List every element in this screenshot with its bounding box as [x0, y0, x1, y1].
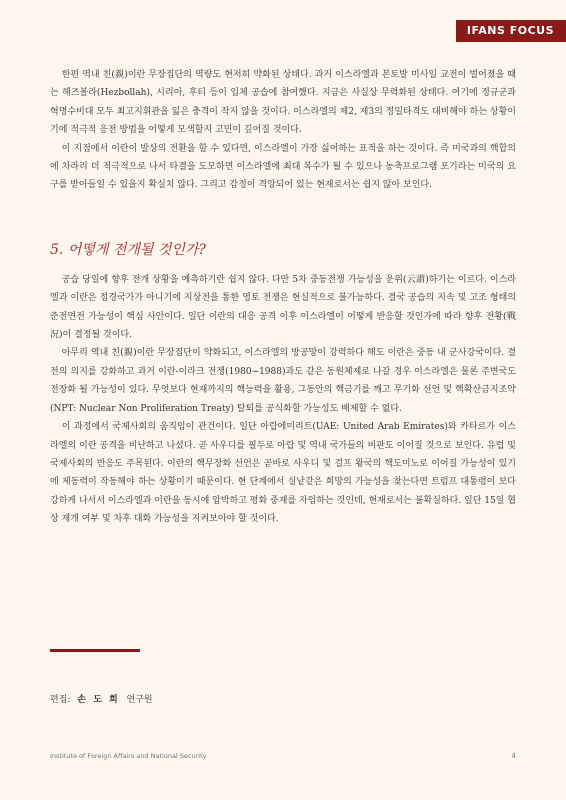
footer-institute: Institute of Foreign Affairs and National Security — [50, 752, 207, 760]
editor-name: 손 도 희 — [77, 695, 120, 705]
editor-credit — [50, 692, 153, 705]
divider-rule — [50, 649, 140, 652]
section-heading: 5. 어떻게 전개될 것인가? — [50, 241, 206, 258]
paragraph: 한편 역내 친(親)이란 무장집단의 역량도 현저히 약화된 상태다. 과거 이스라엘과 본토발 미사일 교전이 벌어졌을 때는 헤즈볼라(Hezbollah), 시리아, 후티 등이 입체 공습에 참여했다. 지금은 사실상 무력화된 상태다. 여기에 정규군과 혁명수비대 모두 최고지휘관을 잃은 충격이 작지 않을 것이다. 이스라엘의 제2, 제3의 정밀타격도 대비해야 하는 상황이기에 적극적 응전 방법을 어떻게 모색할지 고민이 깊어질 것이다. — [50, 70, 516, 136]
paragraph: 이 지점에서 이란이 발상의 전환을 할 수 있다면, 이스라엘이 가장 싫어하는 표적을 하는 것이다. 즉 미국과의 핵합의에 차라리 더 적극적으로 나서 타결을 도모하면 이스라엘에 최대 복수가 될 수 있으나 농축프로그램 포기라는 미국의 요구를 받아들일 수 있을지 확실치 않다. 그리고 감정이 격앙되어 있는 현재로서는 쉽지 않아 보인다. — [50, 143, 516, 191]
paragraph: 공습 당일에 향후 전개 상황을 예측하기란 쉽지 않다. 다만 5차 중동전쟁 가능성을 운위(云謂)하기는 이르다. 이스라엘과 이란은 접경국가가 아니기에 지상전을 통한 영토 전쟁은 현실적으로 불가능하다. 결국 공습의 지속 및 고조 형태의 준전면전 가능성이 핵심 사안이다. 일단 이란의 대응 공격 이후 이스라엘이 어떻게 반응할 것인가에 따라 향후 전황(戰況)이 결정될 것이다. — [50, 274, 516, 341]
editor-label: 편집: — [50, 695, 71, 705]
article-body — [50, 66, 516, 529]
page-number: 4 — [511, 752, 516, 760]
editor-role: 연구원 — [126, 695, 153, 705]
paragraph: 아무리 역내 친(親)이란 무장집단이 약화되고, 이스라엘의 방공망이 강력하다 해도 이란은 중동 내 군사강국이다. 결전의 의지를 강화하고 과거 이란-이라크 전쟁(1980~1988)과도 같은 동원체제로 나갈 경우 이스라엘은 물론 주변국도 전장화 될 가능성이 있다. 무엇보다 현재까지의 핵능력을 활용, 그동안의 핵금기를 깨고 무기화 선언 및 핵확산금지조약(NPT: Nuclear Non Proliferation Treaty) 탈퇴를 공식화할 가능성도 배제할 수 없다. — [50, 348, 516, 414]
paragraph: 이 과정에서 국제사회의 움직임이 관건이다. 일단 아랍에미리트(UAE: United Arab Emirates)와 카타르가 이스라엘의 이란 공격을 비난하고 나섰다. 곧 사우디를 필두로 아랍 및 역내 국가들의 비판도 이어질 것으로 보인다. 유럽 및 국제사회의 반응도 주목된다. 이란의 핵무장화 선언은 곧바로 사우디 및 걸프 왕국의 핵도미노로 이어질 가능성이 있기에 제동력이 작동해야 하는 상황이기 때문이다. 현 단계에서 실낱같은 희망의 가능성을 찾는다면 트럼프 대통령이 보다 강하게 나서서 이스라엘과 이란을 동시에 압박하고 평화 중재를 자임하는 것인데, 현재로서는 불확실하다. 일단 15일 협상 재개 여부 및 차후 대화 가능성을 지켜보아야 할 것이다. — [50, 422, 516, 525]
ifans-focus-badge: IFANS FOCUS — [456, 20, 566, 42]
